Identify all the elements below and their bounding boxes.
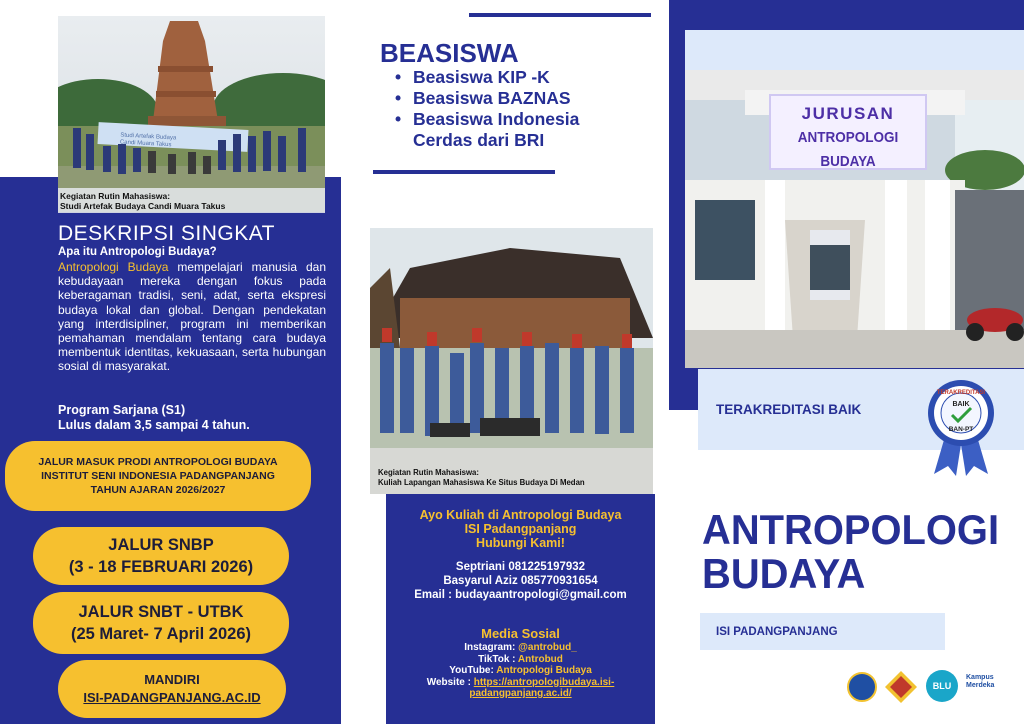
contacts — [386, 560, 655, 602]
institution-label: ISI PADANGPANJANG — [716, 626, 838, 638]
beasiswa-list — [395, 67, 635, 151]
badge-middle-text: BAIK — [952, 401, 970, 408]
website-line-2[interactable]: padangpanjang.ac.id/ — [469, 688, 572, 699]
beasiswa-divider — [373, 170, 555, 174]
social-links — [386, 642, 655, 700]
jalur-masuk-info: JALUR MASUK PRODI ANTROPOLOGI BUDAYA INSTITUT SENI INDONESIA PADANGPANJANG TAHUN AJARAN 2026/2027 — [5, 441, 311, 511]
program-title: ANTROPOLOGI BUDAYA — [702, 506, 1000, 597]
jurusan-sign — [770, 102, 926, 174]
youtube-line[interactable]: YouTube: Antropologi Budaya — [449, 665, 592, 676]
top-divider — [469, 13, 651, 17]
jalur-mandiri[interactable]: MANDIRI ISI-PADANGPANJANG.AC.ID — [58, 660, 286, 718]
left-photo-caption: Kegiatan Rutin Mahasiswa: Studi Artefak Budaya Candi Muara Takus — [58, 188, 325, 213]
logo-kampus-merdeka-icon: Kampus Merdeka — [966, 674, 995, 689]
desc-title: DESKRIPSI SINGKAT — [58, 222, 275, 245]
beasiswa-item: • Beasiswa BAZNAS — [395, 88, 571, 108]
sign-jurusan: JURUSAN — [801, 104, 895, 123]
beasiswa-title: BEASISWA — [380, 38, 519, 68]
website-line[interactable]: Website : https://antropologibudaya.isi- — [426, 676, 615, 688]
tiktok-line[interactable]: TikTok : Antrobud — [478, 653, 563, 665]
middle-photo-caption: Kegiatan Rutin Mahasiswa: Kuliah Lapangan Mahasiswa Ke Situs Budaya Di Medan — [378, 468, 585, 487]
logo-blu-icon: BLU — [926, 670, 958, 702]
ban-pt-badge — [924, 378, 998, 478]
badge-top-text: TERAKREDITASI — [936, 390, 986, 396]
contact-basyarul: Basyarul Aziz 085770931654 — [443, 575, 598, 587]
contact-email[interactable]: Email : budayaantropologi@gmail.com — [414, 589, 627, 601]
desc-question: Apa itu Antropologi Budaya? — [58, 246, 217, 258]
badge-bottom-text: BAN-PT — [948, 426, 974, 433]
beasiswa-item: • Beasiswa KIP -K — [395, 67, 550, 87]
logo-isi-icon — [884, 670, 918, 704]
desc-paragraph — [58, 260, 326, 374]
jalur-snbt: JALUR SNBT - UTBK (25 Maret- 7 April 2026) — [33, 592, 289, 654]
instagram-line[interactable]: Instagram: @antrobud_ — [464, 642, 577, 653]
jalur-snbp: JALUR SNBP (3 - 18 FEBRUARI 2026) — [33, 527, 289, 585]
medan-field-trip-photo — [370, 228, 653, 494]
mandiri-link[interactable]: ISI-PADANGPANJANG.AC.ID — [83, 690, 261, 705]
candi-muara-takus-photo — [58, 16, 325, 212]
beasiswa-item: • Beasiswa Indonesia Cerdas dari BRI — [395, 109, 580, 150]
desc-body: mempelajari manusia dan kebudayaan mereka dengan fokus pada keberagaman tradisi, seni, adat, serta ekspresi budaya lokal dan global. Dengan pendekatan yang interdisipliner, program ini memberikan pemahaman mendalam tentang cara budaya membentuk identitas, kekuasaan, serta hubungan sosial di masyarakat. — [58, 260, 326, 374]
social-title: Media Sosial — [481, 626, 560, 641]
duration-label: Lulus dalam 3,5 sampai 4 tahun. — [58, 418, 250, 432]
desc-highlight: Antropologi Budaya — [58, 260, 169, 274]
logo-tut-wuri-icon — [847, 672, 877, 702]
program-label: Program Sarjana (S1) — [58, 403, 186, 417]
right-light-block — [685, 30, 1024, 70]
accreditation-label: TERAKREDITASI BAIK — [716, 402, 862, 417]
banner-text: Studi Artefak Budaya Candi Muara Takus — [119, 132, 177, 149]
sign-antropologi: ANTROPOLOGI BUDAYA — [797, 129, 899, 170]
jurusan-building-photo — [685, 70, 1024, 368]
contact-septriani: Septriani 081225197932 — [455, 561, 586, 573]
cta-text: Ayo Kuliah di Antropologi Budaya ISI Padangpanjang Hubungi Kami! — [419, 508, 622, 550]
